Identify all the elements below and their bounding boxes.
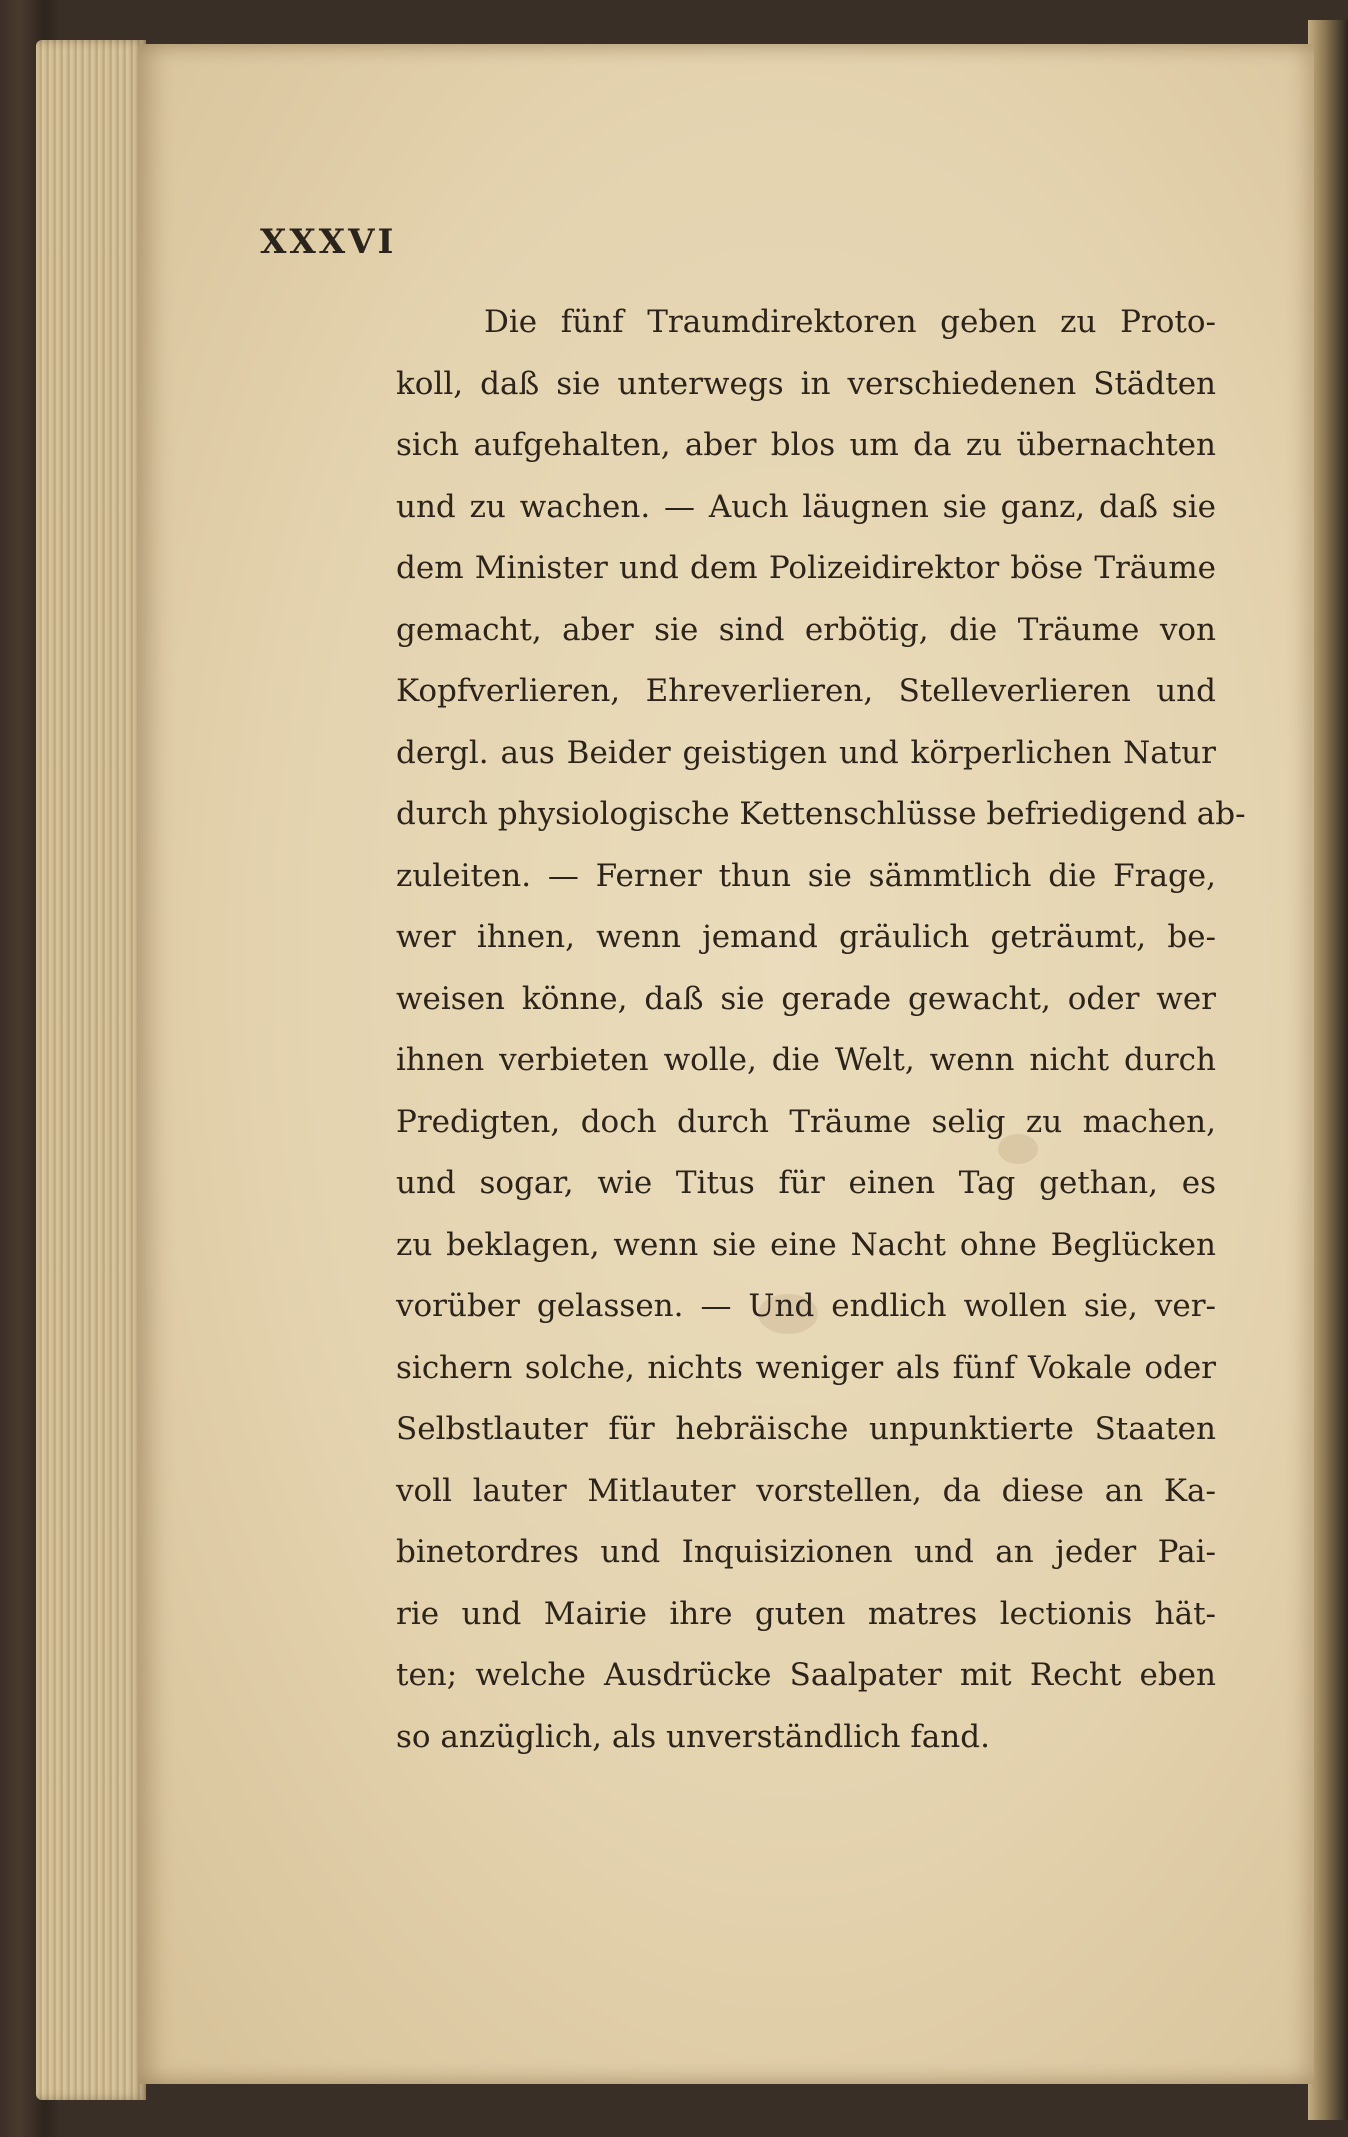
text-line: ihnen verbieten wolle, die Welt, wenn nicht durch bbox=[396, 1042, 1216, 1078]
text-line: wer ihnen, wenn jemand gräulich geträumt, be- bbox=[396, 919, 1216, 955]
text-line: Predigten, doch durch Träume selig zu machen, bbox=[396, 1103, 1216, 1140]
text-line: und sogar, wie Titus für einen Tag gethan, es bbox=[396, 1165, 1216, 1201]
text-line: und zu wachen. — Auch läugnen sie ganz, daß sie bbox=[396, 488, 1216, 525]
text-line: voll lauter Mitlauter vorstellen, da diese an Ka- bbox=[396, 1472, 1216, 1509]
text-line: so anzüglich, als unverständlich fand. bbox=[396, 1718, 990, 1755]
text-line: durch physiologische Kettenschlüsse befriedigend ab- bbox=[396, 796, 1246, 832]
text-line: Kopfverlieren, Ehreverlieren, Stelleverlieren und bbox=[396, 673, 1216, 709]
page-edges bbox=[36, 40, 146, 2100]
text-line: weisen könne, daß sie gerade gewacht, oder wer bbox=[396, 980, 1216, 1017]
text-line: dem Minister und dem Polizeidirektor böse Träume bbox=[396, 550, 1216, 586]
text-line: binetordres und Inquisizionen und an jeder Pai- bbox=[396, 1534, 1216, 1570]
text-line: sich aufgehalten, aber blos um da zu übernachten bbox=[396, 427, 1216, 463]
right-page-edge bbox=[1308, 20, 1348, 2120]
text-line: Die fünf Traumdirektoren geben zu Proto- bbox=[484, 304, 1216, 340]
text-line: rie und Mairie ihre guten matres lectionis hät- bbox=[396, 1595, 1216, 1632]
text-line: dergl. aus Beider geistigen und körperlichen Natur bbox=[396, 734, 1216, 771]
text-line: sichern solche, nichts weniger als fünf Vokale oder bbox=[396, 1349, 1216, 1386]
text-line: gemacht, aber sie sind erbötig, die Träume von bbox=[396, 611, 1216, 648]
text-line: zuleiten. — Ferner thun sie sämmtlich die Frage, bbox=[396, 857, 1216, 894]
text-line: vorüber gelassen. — Und endlich wollen sie, ver- bbox=[396, 1288, 1216, 1324]
page-number: XXXVI bbox=[260, 222, 397, 262]
text-line: Selbstlauter für hebräische unpunktierte Staaten bbox=[396, 1411, 1216, 1447]
text-line: zu beklagen, wenn sie eine Nacht ohne Beglücken bbox=[396, 1226, 1216, 1263]
body-text bbox=[396, 292, 1246, 1768]
text-line: koll, daß sie unterwegs in verschiedenen Städten bbox=[396, 365, 1216, 402]
text-line: ten; welche Ausdrücke Saalpater mit Recht eben bbox=[396, 1657, 1216, 1693]
